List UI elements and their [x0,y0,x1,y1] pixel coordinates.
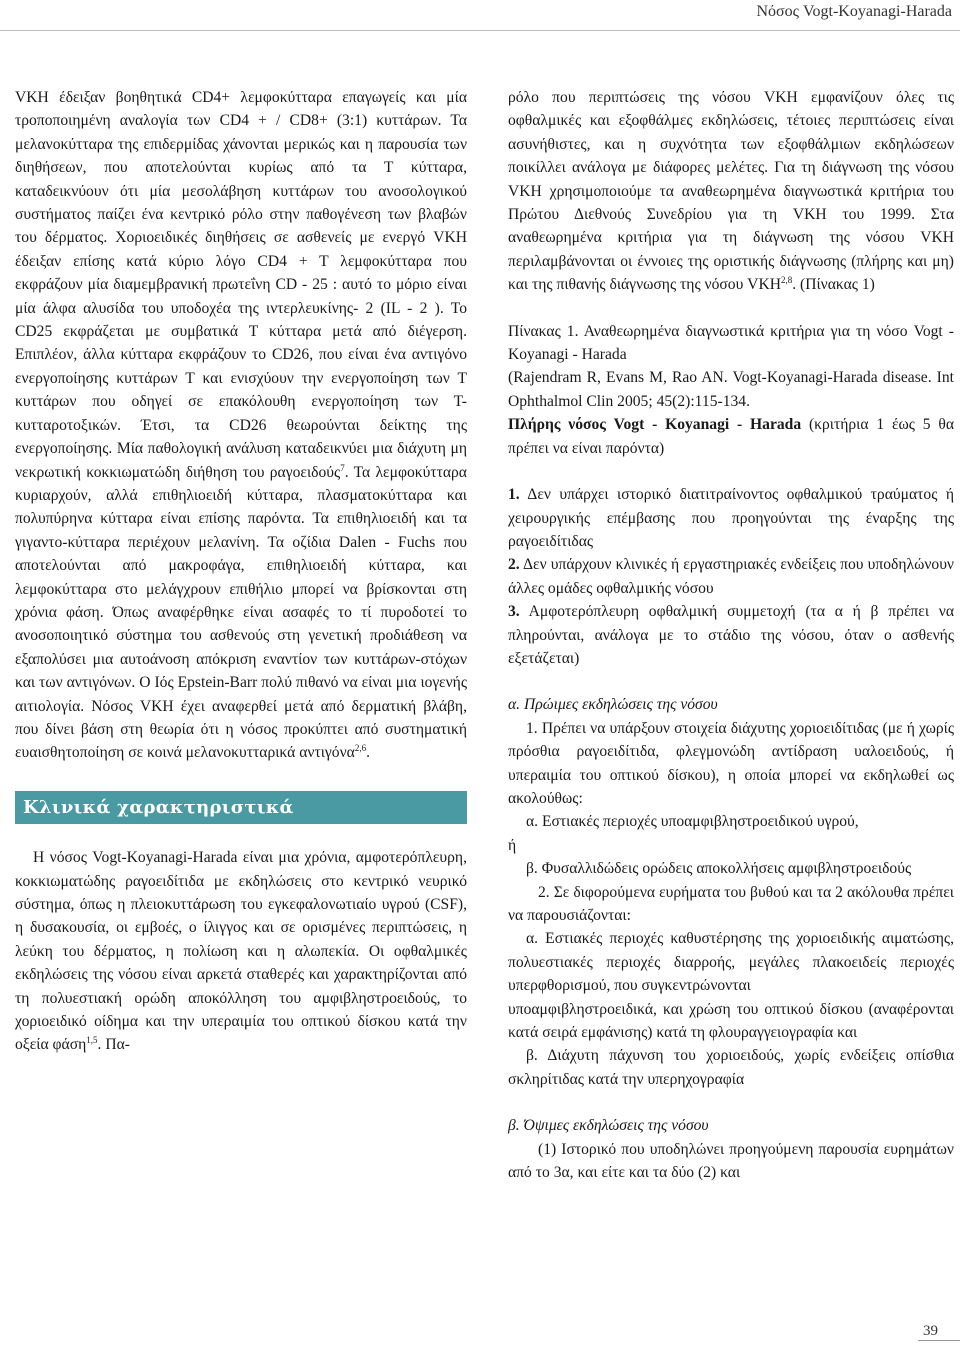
text-run: . [366,744,370,762]
criterion-2 [508,553,954,600]
subheading-early: α. Πρώιμες εκδηλώσεις της νόσου [508,696,718,714]
criterion-number: 3. [508,603,520,621]
right-column [508,86,954,1184]
text-run: Η νόσος Vogt-Koyanagi-Harada είναι μια χρόνια, αμφοτερόπλευρη, κοκκιωματώδης ραγοειδίτιδα με εκδηλώσεις στο κεντρικό νευρικό σύστημα, όπως η πλειοκυττάρωση του εγκεφαλονωτιαίο υγρού (CSF), η δυσακουσία, οι εμβοές, ο ίλιγγος και σε ορισμένες περιπτώσεις, η λεύκη του δέρματος, η πολίωση και η αλωπεκία. Οι οφθαλμικές εκδηλώσεις της νόσου είναι αρκετά σταθερές και χαρακτηρίζονται από τη πολυεστιακή ορώδη αποκόλληση του αμφιβληστροειδούς, το χοριοειδικό οίδημα και την υπεραιμία του οπτικού δίσκου κατά την οξεία φάση [15,849,467,1054]
text-run: ρόλο που περιπτώσεις της νόσου VKH εμφανίζουν όλες τις οφθαλμικές και εξοφθάλμες εκδηλώσεις, τέτοιες περιπτώσεις είναι ασυνήθιστες, και η συχνότητα των εξοφθάλμιων εκδηλώσεων ποικίλλει ανάλογα με διάφορες μελέτες. Για τη διάγνωση της νόσου VKH χρησιμοποιούμε τα αναθεωρημένα διαγνωστικά κριτήρια του Πρώτου Διεθνούς Συνεδρίου για τη VKH του 1999. Στα αναθεωρημένα κριτήρια για τη διάγνωση της νόσου VKH περιλαμβάνονται οι έννοιες της οριστικής διάγνωσης (πλήρης και μη) και της πιθανής διάγνωσης της νόσου VKH [508,89,954,294]
section-heading-text: Κλινικά χαρακτηριστικά [23,796,294,818]
text-run: Δεν υπάρχουν κλινικές ή εργαστηριακές ενδείξεις που υποδηλώνουν άλλες ομάδες οφθαλμικής νόσου [508,556,954,597]
text-run: . (Πίνακας 1) [792,276,875,294]
paragraph-diagnosis [508,86,954,297]
criterion-3 [508,600,954,670]
early-item-1b: β. Φυσαλλιδώδεις ορώδεις αποκολλήσεις αμφιβληστροειδούς [526,860,912,878]
paragraph-clinical-features [15,846,467,1057]
complete-disease-heading [508,413,954,460]
citation-superscript: 2,8 [780,275,793,286]
bold-run: Πλήρης νόσος Vogt - Koyanagi - Harada [508,416,802,434]
page-number: 39 [923,1323,938,1339]
subheading-late: β. Όψιμες εκδηλώσεις της νόσου [508,1117,709,1135]
criterion-number: 1. [508,486,520,504]
text-run: Αμφοτερόπλευρη οφθαλμική συμμετοχή (τα α ή β πρέπει να πληρούνται, ανάλογα με το στάδιο της νόσου, όταν ο ασθενής εξετάζεται) [508,603,954,667]
running-header [0,0,960,31]
early-item-2: 2. Σε διφορούμενα ευρήματα του βυθού και τα 2 ακόλουθα πρέπει να παρουσιάζονται: [508,883,954,924]
footer-rule [918,1340,960,1341]
text-run: . Πα- [97,1036,130,1054]
left-column [15,86,467,1057]
or-text: ή [508,836,517,854]
table-caption: Πίνακας 1. Αναθεωρημένα διαγνωστικά κριτήρια για τη νόσο Vogt - Koyanagi - Harada [508,322,954,364]
citation-superscript: 2,6 [354,743,367,754]
criterion-1 [508,483,954,553]
running-title: Νόσος Vogt-Koyanagi-Harada [756,3,952,20]
paragraph-pathogenesis [15,86,467,765]
early-item-2b: β. Διάχυτη πάχυνση του χοριοειδούς, χωρίς ενδείξεις οπίσθια σκληρίτιδας κατά την υπερηχογραφία [508,1047,954,1088]
text-run: . Τα λεμφοκύτταρα κυριαρχούν, αλλά επιθηλιοειδή κύτταρα, πλασματοκύτταρα και πολυπύρηνα κύτταρα είναι επίσης παρόντα. Τα επιθηλιοειδή και τα γιγαντο-κύτταρα περιέχουν μελανίνη. Τα οζίδια Dalen - Fuchs που αποτελούνται από μακροφάγα, επιθηλιοειδή κύτταρα, και λεμφοκύτταρα στο μελάγχρουν επιθήλιο μπορεί να βρίσκονται στη χρόνια φάση. Όπως αναφέρθηκε είναι ασαφές το τί πυροδοτεί το ανοσοποιητικό σύστημα του ασθενούς στη γενετική προδιάθεση να εξαπολύσει μια αυτοάνοση απόκριση εναντίον των κυττάρων-στόχων και των αντιγόνων. Ο Ιός Epstein-Barr πολύ πιθανό να είναι μια ιογενής αιτιολογία. Νόσος VKH έχει αναφερθεί μετά από δερματική βλάβη, που δίνει βάση στη θεωρία ότι η νόσος προκύπτει από συστηματική ευαισθητοποίηση σε κοινά μελανοκυτταρικά αντιγόνα [15,463,467,762]
late-item-1: (1) Ιστορικό που υποδηλώνει προηγούμενη παρουσία ευρημάτων από το 3α, και είτε και τα δύο (2) και [508,1140,954,1182]
text-run: VKH έδειξαν βοηθητικά CD4+ λεμφοκύτταρα επαγωγείς και μία τροποποιημένη αναλογία των CD4 + / CD8+ (3:1) κυττάρων. Τα μελανοκύτταρα της επιδερμίδας χάνονται μερικώς και η παρουσία των διηθήσεων, που αποτελούνται κυρίως από τα Τ κύτταρα, καταδεικνύουν ότι μία μεσολάβηση κυττάρων του ανοσολογικού συστήματος παίζει ένα κεντρικό ρόλο στην παθογένεση των βλαβών του δέρματος. Χοριοειδικές διηθήσεις σε ασθενείς με ενεργό VKH έδειξαν επίσης κατά κύριο λόγο CD4 + T λεμφοκύτταρα που εκφράζουν μία διαμεμβρανική πρωτεΐνη CD - 25 : αυτό το μόριο είναι μία άλφα αλυσίδα του υποδοχέα της ιντερλευκίνης- 2 (IL - 2 ). Το CD25 εκφράζεται με συμβατικά Τ κύτταρα μετά από διέγερση. Επιπλέον, άλλα κύτταρα εκφράζουν το CD26, που είναι ένα αντιγόνο ενεργοποίησης κυττάρων Τ και ενισχύουν την ενεργοποίηση των Τ κυττάρων που οδηγεί σε επακόλουθη ενεργοποίηση των Τ-κυτταροτοξικών. Έτσι, τα CD26 θεωρούνται δείκτης της ενεργοποίησης. Μία παθολογική ανάλυση καταδεικνύει μια διάχυτη μη νεκρωτική κοκκιωματώδη διήθηση του ραγοειδούς [15,89,467,481]
section-heading-clinical-features [15,791,467,824]
text-run: (κριτήρια 1 έως 5 θα πρέπει να είναι παρόντα) [508,416,955,457]
early-item-1a: α. Εστιακές περιοχές υποαμφιβληστροειδικού υγρού, [526,813,859,831]
text-run: Δεν υπάρχει ιστορικό διατιτραίνοντος οφθαλμικού τραύματος ή χειρουργικής επέμβασης που προηγούνται της έναρξης της ραγοειδίτιδας [508,486,954,550]
citation-superscript: 1,5 [86,1035,98,1046]
early-item-1: 1. Πρέπει να υπάρξουν στοιχεία διάχυτης χοριοειδίτιδας (με ή χωρίς πρόσθια ραγοειδίτιδα, φλεγμονώδη αντίδραση υαλοειδούς, ή υπεραιμία του οπτικού δίσκου), η οποία μπορεί να εκδηλωθεί ως ακολούθως: [508,719,954,807]
citation-superscript: 7 [340,462,345,473]
criterion-number: 2. [508,556,520,574]
early-item-2a: α. Εστιακές περιοχές καθυστέρησης της χοριοειδικής αιματώσης, πολυεστιακές περιοχές διαρροής, μεγάλες πλακοειδείς περιοχές υπερφθορισμού, που συγκεντρώνονται [508,930,954,995]
early-item-2a-continued: υποαμφιβληστροειδικά, και χρώση του οπτικού δίσκου (αναφέρονται κατά σειρά εμφάνισης) κατά τη φλουραγγειογραφία και [508,1000,954,1042]
table-reference: (Rajendram R, Evans M, Rao AN. Vogt-Koyanagi-Harada disease. Int Ophthalmol Clin 2005; 45(2):115-134. [508,369,954,410]
